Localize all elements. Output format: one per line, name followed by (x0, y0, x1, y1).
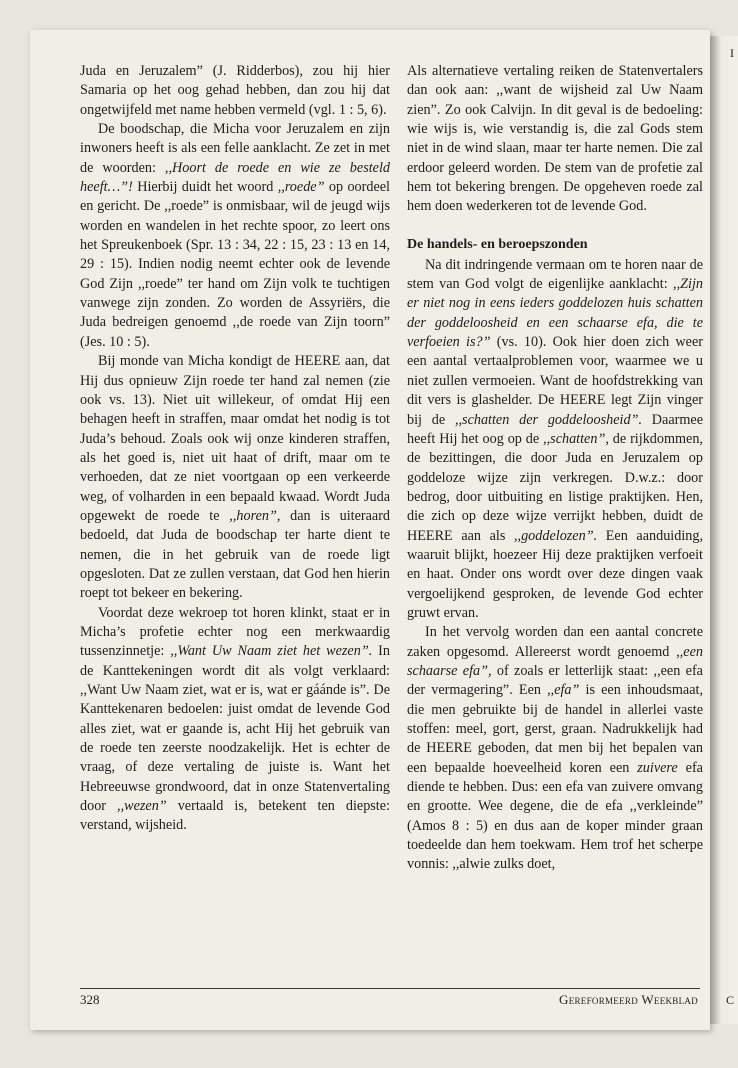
italic-quote: ,,Zijn er niet nog in eens ieders goddelozen huis schatten der goddeloosheid en een schaarse efa, die te verfoeien is?” (407, 276, 703, 351)
paragraph (407, 62, 703, 217)
text-run: Een aanduiding, waaruit blijkt, hoezeer Hij deze praktijken verfoeit en haat. Onder ons wordt over deze dingen vaak vergoelijkend gesproken, de levende God echter gruwt ervan. (407, 527, 703, 621)
italic-quote: ,,een schaarse efa”, (407, 643, 703, 679)
publication-name: Gereformeerd Weekblad (559, 992, 698, 1007)
text-run: Voordat deze wekroep tot horen klinkt, staat er in Micha’s profetie echter nog een merkwaardig tussenzinnetje: (80, 604, 390, 660)
paragraph (407, 256, 703, 624)
adjacent-page-text: C (725, 993, 734, 1007)
paragraph (80, 604, 390, 836)
text-run: , de rijkdommen, de bezittingen, die door Juda en Jeruzalem op goddeloze wijze zijn verkregen. D.w.z.: door bedrog, door uitbuiting en listige praktijken. Hen, die zich op deze wijze verrijkt hebben, duidt de HEERE aan als (407, 430, 703, 544)
italic-quote: zuivere (637, 759, 678, 776)
italic-quote: ,,Want Uw Naam ziet het wezen”. (170, 643, 373, 660)
footer-rule (80, 988, 700, 989)
text-run: Bij monde van Micha kondigt de HEERE aan, dat Hij dus opnieuw Zijn roede ter hand zal nemen (zie ook vs. 13). Niet uit willekeur, of omdat Hij een behagen heeft in straffen, maar omdat het nodig is tot Juda’s behoud. Zoals ook wij onze kinderen straffen, als het goed is, niet uit haat of drift, maar om te verhoeden, dat ze niet voortgaan op een verkeerde weg, of volharden in een bepaald kwaad. Wordt Juda opgewekt de roede te (80, 353, 390, 524)
text-run: op oordeel en gericht. De ,,roede” is onmisbaar, wil de jeugd wijs worden en wandelen in het rechte spoor, zo leert ons het Spreukenboek (Spr. 13 : 34, 22 : 15, 23 : 13 en 14, 29 : 15). Indien nodig neemt echter ook de levende God Zijn ,,roede” ter hand om Zijn volk te tuchtigen vanwege zijn zonden. Zo worden de Assyriërs, die Juda bedreigen genoemd ,,de roede van Zijn toorn” (Jes. 10 : 5). (80, 179, 390, 350)
text-run: vertaald is, betekent ten diepste: verstand, wijsheid. (80, 798, 390, 834)
italic-quote: ,,wezen” (117, 798, 167, 815)
paragraph (80, 352, 390, 603)
text-run: efa diende te hebben. Dus: een efa van zuivere omvang en grootte. Wee degene, die de efa ,,verkleinde” (Amos 8 : 5) en dus aan de koper minder graan toedeelde dan hem toekwam. Hem trof het scherpe vonnis: ,,alwie zulks doet, (407, 759, 703, 873)
italic-quote: ,,schatten der goddeloosheid”. (454, 411, 643, 428)
italic-quote: ,,schatten” (543, 430, 606, 447)
text-run: Hierbij duidt het woord (132, 179, 278, 196)
italic-quote: ,,roede” (277, 179, 325, 196)
left-text-column (80, 62, 390, 836)
text-run: Juda en Jeruzalem” (J. Ridderbos), zou hij hier Samaria op het oog gehad hebben, dan zou hij dat ongetwijfeld met name hebben vermeld (vgl. 1 : 5, 6). (80, 63, 390, 118)
right-text-column (407, 62, 703, 875)
text-run: is een inhoudsmaat, die men gebruikte bij de handel in allerlei vaste stoffen: meel, gort, gerst, graan. Nadrukkelijk had de HEERE geboden, dat men bij het bepalen van een bepaalde hoeveelheid koren een (407, 682, 703, 776)
italic-quote: ,,Hoort de roede en wie ze besteld heeft…”! (80, 159, 390, 196)
text-run: Als alternatieve vertaling reiken de Statenvertalers dan ook aan: ,,want de wijsheid zal Uw Naam zien”. Zo ook Calvijn. In dit geval is de bedoeling: wie wijs is, wie verstandig is, die zal Gods stem niet in de wind slaan, maar ter harte nemen. Die zal erdoor geleerd worden. De stem van de profetie zal hem tot bekering brengen. De opgeheven roede zal hem doen wederkeren tot de levende God. (407, 63, 703, 215)
text-run: De boodschap, die Micha voor Jeruzalem en zijn inwoners heeft is als een felle aanklacht. Ze zet in met de woorden: (80, 121, 390, 176)
page-number: 328 (80, 992, 100, 1007)
adjacent-page-text: I (730, 46, 734, 60)
italic-quote: ,,horen” (229, 507, 277, 524)
paragraph (80, 120, 390, 352)
text-run: (vs. 10). Ook hier doen zich weer een aantal vertaalproblemen voor, waarmee we u niet zullen vermoeien. Want de hoofdstrekking van dit vers is glashelder. De HEERE legt Zijn vinger bij de (407, 334, 703, 428)
text-run: , dan is uiteraard bedoeld, dat Juda de boodschap ter harte dient te nemen, die in het gebruik van de roede ligt opgesloten. Dat ze zullen verstaan, dat God hen hierin roept tot bekeer en bekering. (80, 507, 391, 602)
text-run: Na dit indringende vermaan om te horen naar de stem van God volgt de eigenlijke aanklacht: (407, 256, 703, 293)
adjacent-page-edge (710, 36, 738, 1024)
italic-quote: ,,goddelozen”. (513, 527, 598, 544)
paragraph (80, 62, 390, 120)
text-run: In de Kanttekeningen wordt dit als volgt verklaard: ,,Want Uw Naam ziet, wat er is, wat er gáánde is”. De Kanttekenaren bedoelen: juist omdat de levende God alles ziet, wat er gaande is, acht Hij het gebruik van de roede ten zeerste noodzakelijk. Het is echter de vraag, of deze vertaling de juiste is. Want het Hebreeuwse grondwoord, dat in onze Statenvertaling door (80, 643, 390, 815)
text-run: In het vervolg worden dan een aantal concrete zaken opgesomd. Allereerst wordt genoemd (407, 624, 703, 660)
text-run: Daarmee heeft Hij het oog op de (407, 411, 703, 447)
section-heading: De handels- en beroepszonden (407, 236, 588, 252)
italic-quote: ,,efa” (547, 682, 580, 699)
paragraph (407, 623, 703, 874)
text-run: of zoals er letterlijk staat: ,,een efa der vermagering”. Een (407, 662, 703, 699)
